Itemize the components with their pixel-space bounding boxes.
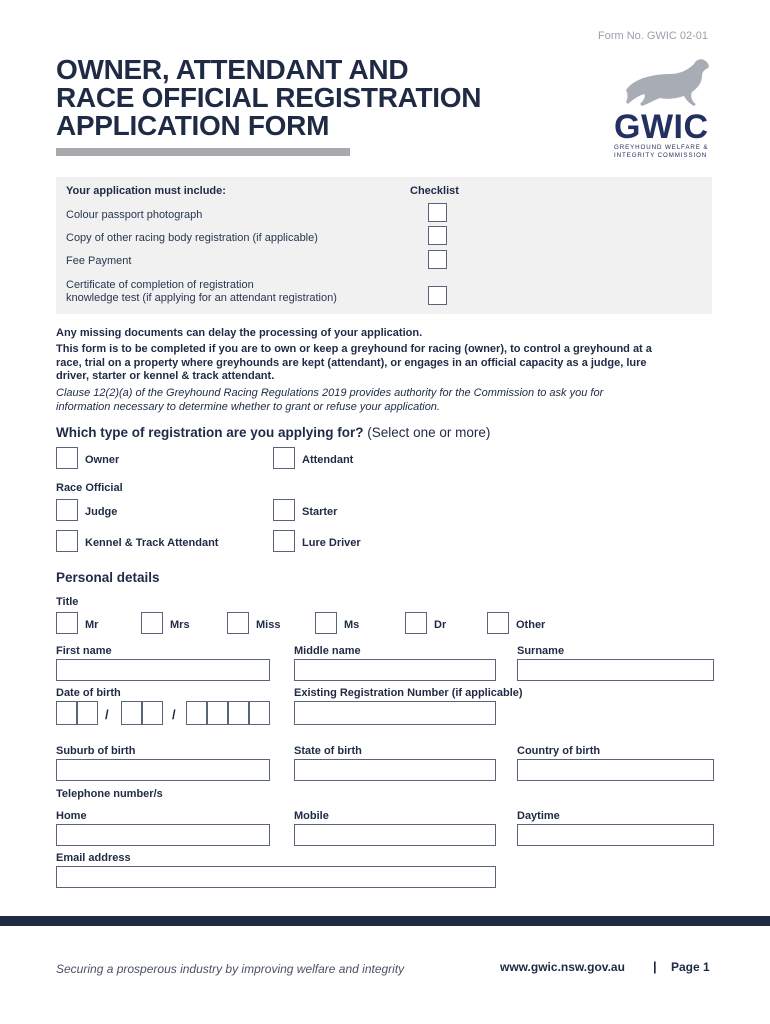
dob-month-digit-1[interactable] <box>121 701 142 725</box>
judge-label: Judge <box>85 506 118 518</box>
dob-day-digit-1[interactable] <box>56 701 77 725</box>
mobile-phone-field[interactable] <box>294 824 496 846</box>
page-title: OWNER, ATTENDANT AND RACE OFFICIAL REGISTRATION APPLICATION FORM <box>56 54 482 141</box>
title-ms-label: Ms <box>344 619 360 631</box>
footer-website-link[interactable]: www.gwic.nsw.gov.au <box>500 960 625 974</box>
title-other-checkbox[interactable] <box>487 612 509 634</box>
state-of-birth-label: State of birth <box>294 745 362 757</box>
dob-month-digit-2[interactable] <box>142 701 163 725</box>
checklist-heading: Your application must include: <box>66 185 226 197</box>
first-name-field[interactable] <box>56 659 270 681</box>
email-field[interactable] <box>56 866 496 888</box>
registration-heading: Which type of registration are you applying for? (Select one or more) <box>56 425 491 440</box>
dob-year-digit-4[interactable] <box>249 701 270 725</box>
surname-field[interactable] <box>517 659 714 681</box>
owner-checkbox[interactable] <box>56 447 78 469</box>
title-underline <box>56 148 350 156</box>
surname-label: Surname <box>517 645 565 657</box>
existing-registration-field[interactable] <box>294 701 496 725</box>
home-phone-field[interactable] <box>56 824 270 846</box>
title-dr-checkbox[interactable] <box>405 612 427 634</box>
title-ms-checkbox[interactable] <box>315 612 337 634</box>
dob-label: Date of birth <box>56 687 121 699</box>
title-other-label: Other <box>516 619 546 631</box>
middle-name-field[interactable] <box>294 659 496 681</box>
lure-driver-checkbox[interactable] <box>273 530 295 552</box>
checklist-photo-checkbox[interactable] <box>428 203 447 222</box>
starter-label: Starter <box>302 506 338 518</box>
kennel-track-checkbox[interactable] <box>56 530 78 552</box>
title-mrs-checkbox[interactable] <box>141 612 163 634</box>
kennel-track-label: Kennel & Track Attendant <box>85 537 219 549</box>
mobile-phone-label: Mobile <box>294 810 329 822</box>
state-of-birth-field[interactable] <box>294 759 496 781</box>
logo-subtitle: GREYHOUND WELFARE & INTEGRITY COMMISSION <box>614 144 709 159</box>
dob-separator: / <box>105 707 109 722</box>
checklist-item-other-registration: Copy of other racing body registration (if applicable) <box>66 232 318 244</box>
middle-name-label: Middle name <box>294 645 361 657</box>
judge-checkbox[interactable] <box>56 499 78 521</box>
attendant-label: Attendant <box>302 454 354 466</box>
title-mr-checkbox[interactable] <box>56 612 78 634</box>
checklist-certificate-checkbox[interactable] <box>428 286 447 305</box>
page-number: Page 1 <box>671 960 710 974</box>
suburb-of-birth-field[interactable] <box>56 759 270 781</box>
personal-details-heading: Personal details <box>56 570 160 585</box>
dob-separator: / <box>172 707 176 722</box>
dob-year-digit-1[interactable] <box>186 701 207 725</box>
title-miss-checkbox[interactable] <box>227 612 249 634</box>
checklist-fee-checkbox[interactable] <box>428 250 447 269</box>
title-mrs-label: Mrs <box>170 619 190 631</box>
title-label: Title <box>56 596 79 608</box>
suburb-of-birth-label: Suburb of birth <box>56 745 136 757</box>
existing-registration-label: Existing Registration Number (if applicable) <box>294 687 523 699</box>
starter-checkbox[interactable] <box>273 499 295 521</box>
title-mr-label: Mr <box>85 619 99 631</box>
footer-tagline: Securing a prosperous industry by improving welfare and integrity <box>56 962 405 976</box>
title-miss-label: Miss <box>256 619 281 631</box>
form-purpose: This form is to be completed if you are to own or keep a greyhound for racing (owner), to control a greyhound at a race, trial on a property where greyhounds are kept (attendant), or engages in an official capacity as a judge, lure driver, starter or kennel & track attendant. <box>56 343 652 382</box>
first-name-label: First name <box>56 645 112 657</box>
country-of-birth-field[interactable] <box>517 759 714 781</box>
owner-label: Owner <box>85 454 120 466</box>
telephone-label: Telephone number/s <box>56 788 163 800</box>
title-dr-label: Dr <box>434 619 447 631</box>
lure-driver-label: Lure Driver <box>302 537 361 549</box>
logo-text: GWIC <box>614 108 709 146</box>
checklist-other-registration-checkbox[interactable] <box>428 226 447 245</box>
attendant-checkbox[interactable] <box>273 447 295 469</box>
daytime-phone-field[interactable] <box>517 824 714 846</box>
clause-note: Clause 12(2)(a) of the Greyhound Racing Regulations 2019 provides authority for the Commission to ask you for information necessary to determine whether to grant or refuse your application. <box>56 387 604 413</box>
checklist-item-photo: Colour passport photograph <box>66 209 203 221</box>
form-number: Form No. GWIC 02-01 <box>598 30 709 42</box>
dob-year-digit-3[interactable] <box>228 701 249 725</box>
checklist-item-fee: Fee Payment <box>66 255 132 267</box>
footer-bar <box>0 916 770 926</box>
race-official-label: Race Official <box>56 482 123 494</box>
dob-day-digit-2[interactable] <box>77 701 98 725</box>
checklist-item-certificate: Certificate of completion of registration knowledge test (if applying for an attendant registration) <box>66 279 337 304</box>
home-phone-label: Home <box>56 810 87 822</box>
country-of-birth-label: Country of birth <box>517 745 601 757</box>
daytime-phone-label: Daytime <box>517 810 560 822</box>
footer-separator: | <box>653 959 657 974</box>
checklist-column-heading: Checklist <box>410 185 459 197</box>
missing-docs-note: Any missing documents can delay the processing of your application. <box>56 327 423 339</box>
dob-year-digit-2[interactable] <box>207 701 228 725</box>
email-label: Email address <box>56 852 131 864</box>
